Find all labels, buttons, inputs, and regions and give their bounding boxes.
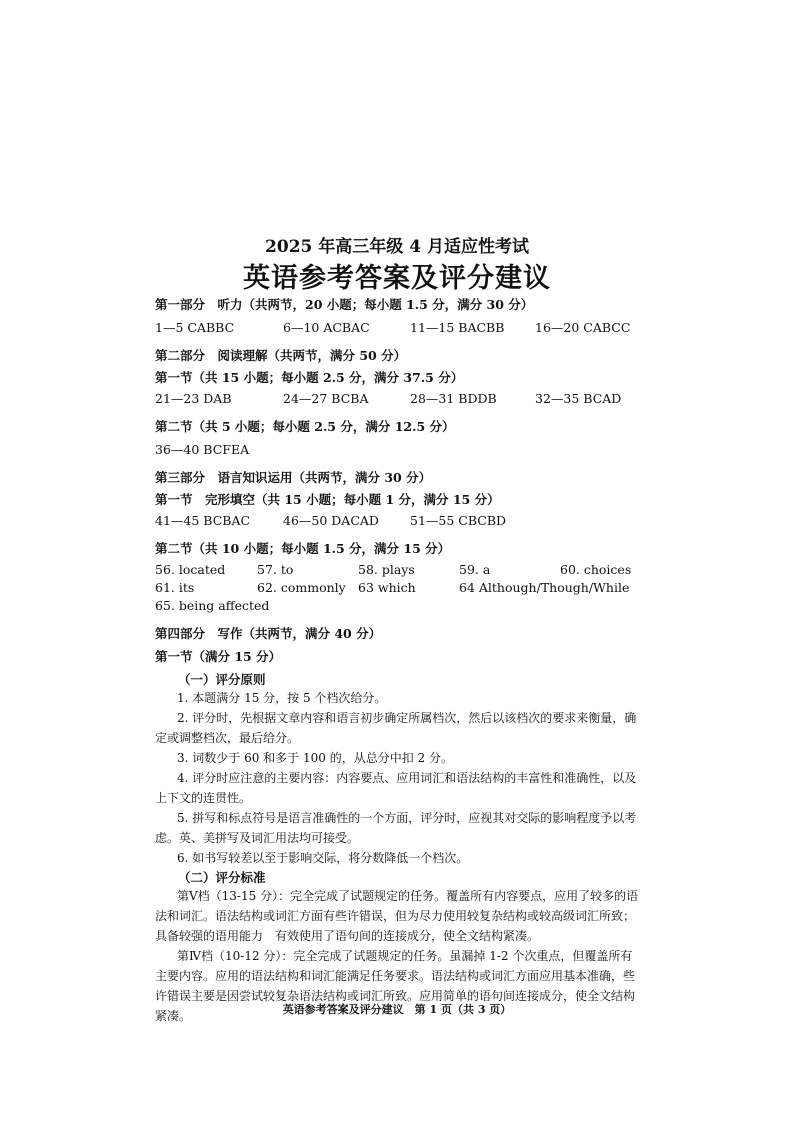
answer-item: 57. to — [257, 562, 294, 577]
principle-item: 3. 词数少于 60 和多于 100 的，从总分中扣 2 分。 — [177, 751, 453, 765]
exam-subtitle: 2025 年高三年级 4 月适应性考试 — [265, 237, 529, 257]
standard-level-5: 第Ⅴ档（13-15 分）：完全完成了试题规定的任务。覆盖所有内容要点，应用了较多的语法和词汇。语法结构或词汇方面有些许错误，但为尽力使用较复杂结构或较高级词汇所致；具备较强的语用能力 有效使用了语句间的连接成分，使全文结构紧凑。 — [155, 889, 639, 943]
answer-item: 64 Although/Though/While — [459, 580, 630, 595]
answer-group: 36—40 BCFEA — [155, 442, 250, 457]
part3-heading: 第三部分 语言知识运用（共两节，满分 30 分） — [155, 470, 432, 485]
principles-heading: （一）评分原则 — [178, 672, 266, 687]
answer-group: 1—5 CABBC — [155, 320, 235, 335]
part4-section1-heading: 第一节（满分 15 分） — [155, 649, 282, 664]
answer-group: 24—27 BCBA — [283, 391, 369, 406]
answer-item: 59. a — [459, 562, 491, 577]
principle-item: 4. 评分时应注意的主要内容：内容要点、应用词汇和语法结构的丰富性和准确性，以及上下文的连贯性。 — [155, 771, 637, 805]
answer-item: 60. choices — [560, 562, 632, 577]
answer-group: 46—50 DACAD — [283, 513, 379, 528]
part4-heading: 第四部分 写作（共两节，满分 40 分） — [155, 626, 382, 641]
answer-item: 65. being affected — [155, 598, 270, 613]
answer-group: 16—20 CABCC — [535, 320, 631, 335]
answer-item: 58. plays — [358, 562, 415, 577]
principle-item: 2. 评分时，先根据文章内容和语言初步确定所属档次，然后以该档次的要求来衡量，确定或调整档次，最后给分。 — [155, 711, 637, 745]
answer-group: 6—10 ACBAC — [283, 320, 370, 335]
standards-heading: （二）评分标准 — [178, 870, 266, 885]
answer-item: 61. its — [155, 580, 195, 595]
principle-item: 1. 本题满分 15 分，按 5 个档次给分。 — [177, 691, 387, 705]
part2-heading: 第二部分 阅读理解（共两节，满分 50 分） — [155, 348, 407, 363]
part1-heading: 第一部分 听力（共两节，20 小题；每小题 1.5 分，满分 30 分） — [155, 297, 534, 312]
answer-group: 11—15 BACBB — [410, 320, 505, 335]
answer-group: 32—35 BCAD — [535, 391, 622, 406]
page-footer: 英语参考答案及评分建议 第 1 页（共 3 页） — [282, 1003, 512, 1016]
part3-section2-heading: 第二节（共 10 小题；每小题 1.5 分，满分 15 分） — [155, 541, 451, 556]
answer-item: 63 which — [358, 580, 416, 595]
page-title: 英语参考答案及评分建议 — [243, 263, 551, 294]
answer-group: 28—31 BDDB — [410, 391, 497, 406]
answer-item: 62. commonly — [257, 580, 346, 595]
principle-item: 5. 拼写和标点符号是语言准确性的一个方面，评分时，应视其对交际的影响程度予以考虑。英、美拼写及词汇用法均可接受。 — [155, 811, 637, 845]
part2-section1-heading: 第一节（共 15 小题；每小题 2.5 分，满分 37.5 分） — [155, 370, 464, 385]
standard-level-4: 第Ⅳ档（10-12 分）：完全完成了试题规定的任务。虽漏掉 1-2 个次重点，但覆盖所有主要内容。应用的语法结构和词汇能满足任务要求。语法结构或词汇方面应用基本准确，些许错误主要是因尝试较复杂语法结构或词汇所致。应用简单的语句间连接成分，使全文结构紧凑。 — [155, 949, 636, 1023]
answer-group: 51—55 CBCBD — [410, 513, 507, 528]
principle-item: 6. 如书写较差以至于影响交际，将分数降低一个档次。 — [177, 851, 469, 865]
answer-item: 56. located — [155, 562, 226, 577]
answer-group: 41—45 BCBAC — [155, 513, 251, 528]
answer-group: 21—23 DAB — [155, 391, 232, 406]
part3-section1-heading: 第一节 完形填空（共 15 小题；每小题 1 分，满分 15 分） — [155, 492, 500, 507]
part2-section2-heading: 第二节（共 5 小题；每小题 2.5 分，满分 12.5 分） — [155, 419, 455, 434]
